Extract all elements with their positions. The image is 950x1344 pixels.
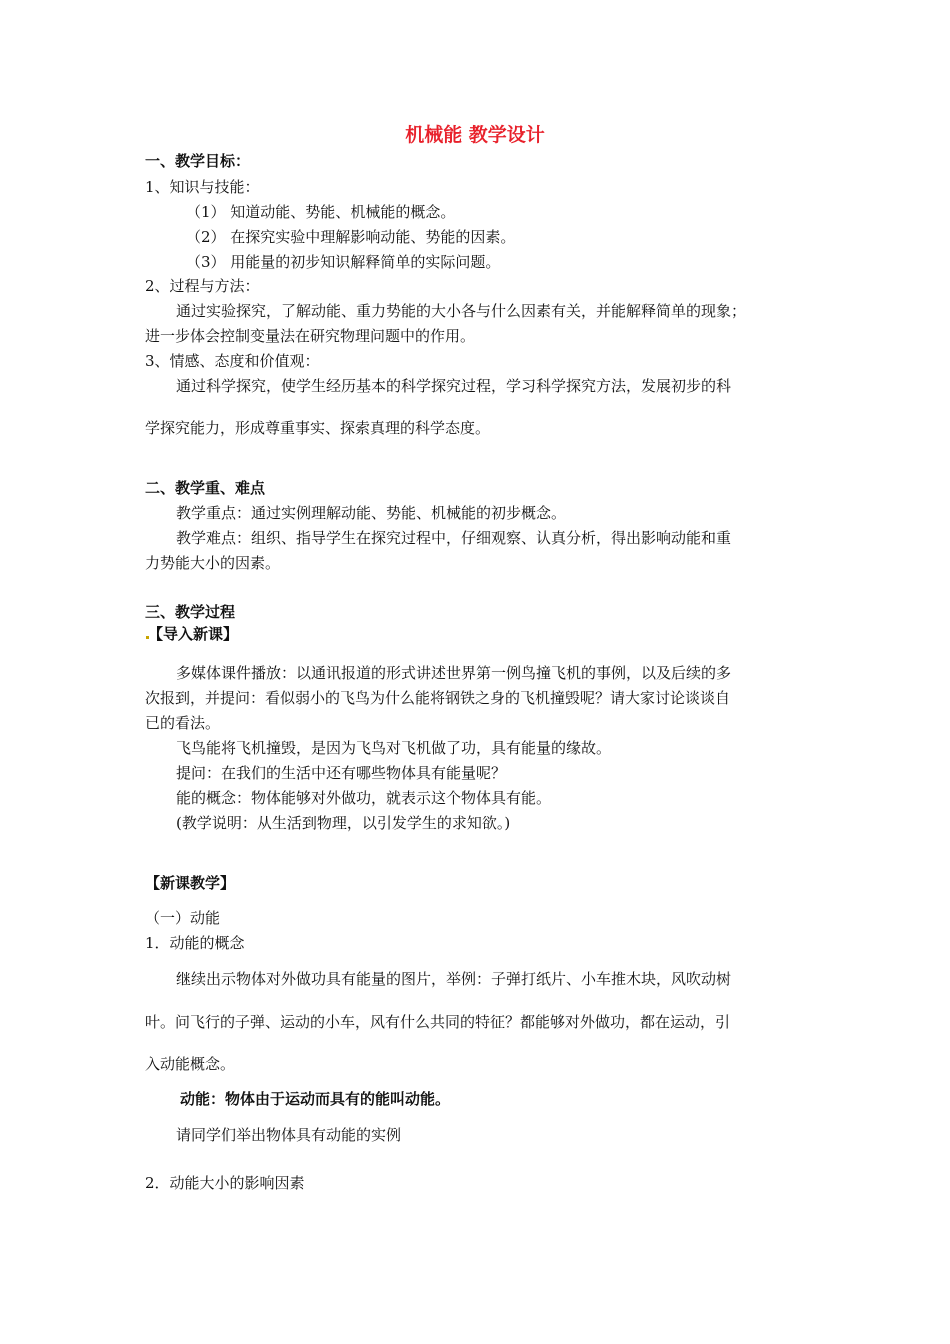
document-title: 机械能 教学设计 [405,124,545,146]
point-label-concept: 1．动能的概念 [145,934,245,952]
paragraph-line: 提问：在我们的生活中还有哪些物体具有能量呢？ [176,764,507,782]
kinetic-energy-definition: 动能：物体由于运动而具有的能叫动能。 [180,1090,451,1108]
objective-item: （3） 用能量的初步知识解释简单的实际问题。 [186,253,501,271]
paragraph-line: 多媒体课件播放：以通讯报道的形式讲述世界第一例鸟撞飞机的事例，以及后续的多 [176,664,732,682]
paragraph-line: 叶。问飞行的子弹、运动的小车，风有什么共同的特征？都能够对外做功，都在运动，引 [145,1013,731,1031]
paragraph-line: 飞鸟能将飞机撞毁，是因为飞鸟对飞机做了功，具有能量的缘故。 [176,739,612,757]
paragraph-line: 请同学们举出物体具有动能的实例 [176,1126,402,1144]
paragraph-line: 继续出示物体对外做功具有能量的图片，举例：子弹打纸片、小车推木块，风吹动树 [176,970,732,988]
paragraph-line: 入动能概念。 [145,1055,236,1073]
section-heading-process: 三、教学过程 [145,603,236,621]
paragraph-line: 教学难点：组织、指导学生在探究过程中，仔细观察、认真分析，得出影响动能和重 [176,529,732,547]
paragraph-line: 已的看法。 [145,714,221,732]
part-label-kinetic-energy: （一）动能 [145,909,221,927]
subheading-intro: 【导入新课】 [148,625,239,643]
objective-item: （1） 知道动能、势能、机械能的概念。 [186,203,456,221]
paragraph-line: (教学说明：从生活到物理，以引发学生的求知欲。) [176,814,511,832]
section-heading-key-points: 二、教学重、难点 [145,479,266,497]
paragraph-line: 教学重点：通过实例理解动能、势能、机械能的初步概念。 [176,504,567,522]
point-label-factors: 2．动能大小的影响因素 [145,1174,305,1192]
paragraph-line: 通过实验探究，了解动能、重力势能的大小各与什么因素有关，并能解释简单的现象； [176,302,747,320]
objective-item: （2） 在探究实验中理解影响动能、势能的因素。 [186,228,516,246]
paragraph-line: 学探究能力，形成尊重事实、探索真理的科学态度。 [145,419,491,437]
paragraph-line: 次报到，并提问：看似弱小的飞鸟为什么能将钢铁之身的飞机撞毁呢？请大家讨论谈谈自 [145,689,731,707]
paragraph-line: 通过科学探究，使学生经历基本的科学探究过程，学习科学探究方法，发展初步的科 [176,377,732,395]
subheading-new-lesson: 【新课教学】 [145,874,236,892]
subsection-label-knowledge: 1、知识与技能： [145,178,260,196]
subsection-label-process: 2、过程与方法： [145,277,260,295]
paragraph-line: 力势能大小的因素。 [145,554,281,572]
paragraph-line: 能的概念：物体能够对外做功，就表示这个物体具有能。 [176,789,552,807]
paragraph-line: 进一步体会控制变量法在研究物理问题中的作用。 [145,327,476,345]
subsection-label-attitude: 3、情感、态度和价值观： [145,352,320,370]
section-heading-objectives: 一、教学目标： [145,152,251,170]
